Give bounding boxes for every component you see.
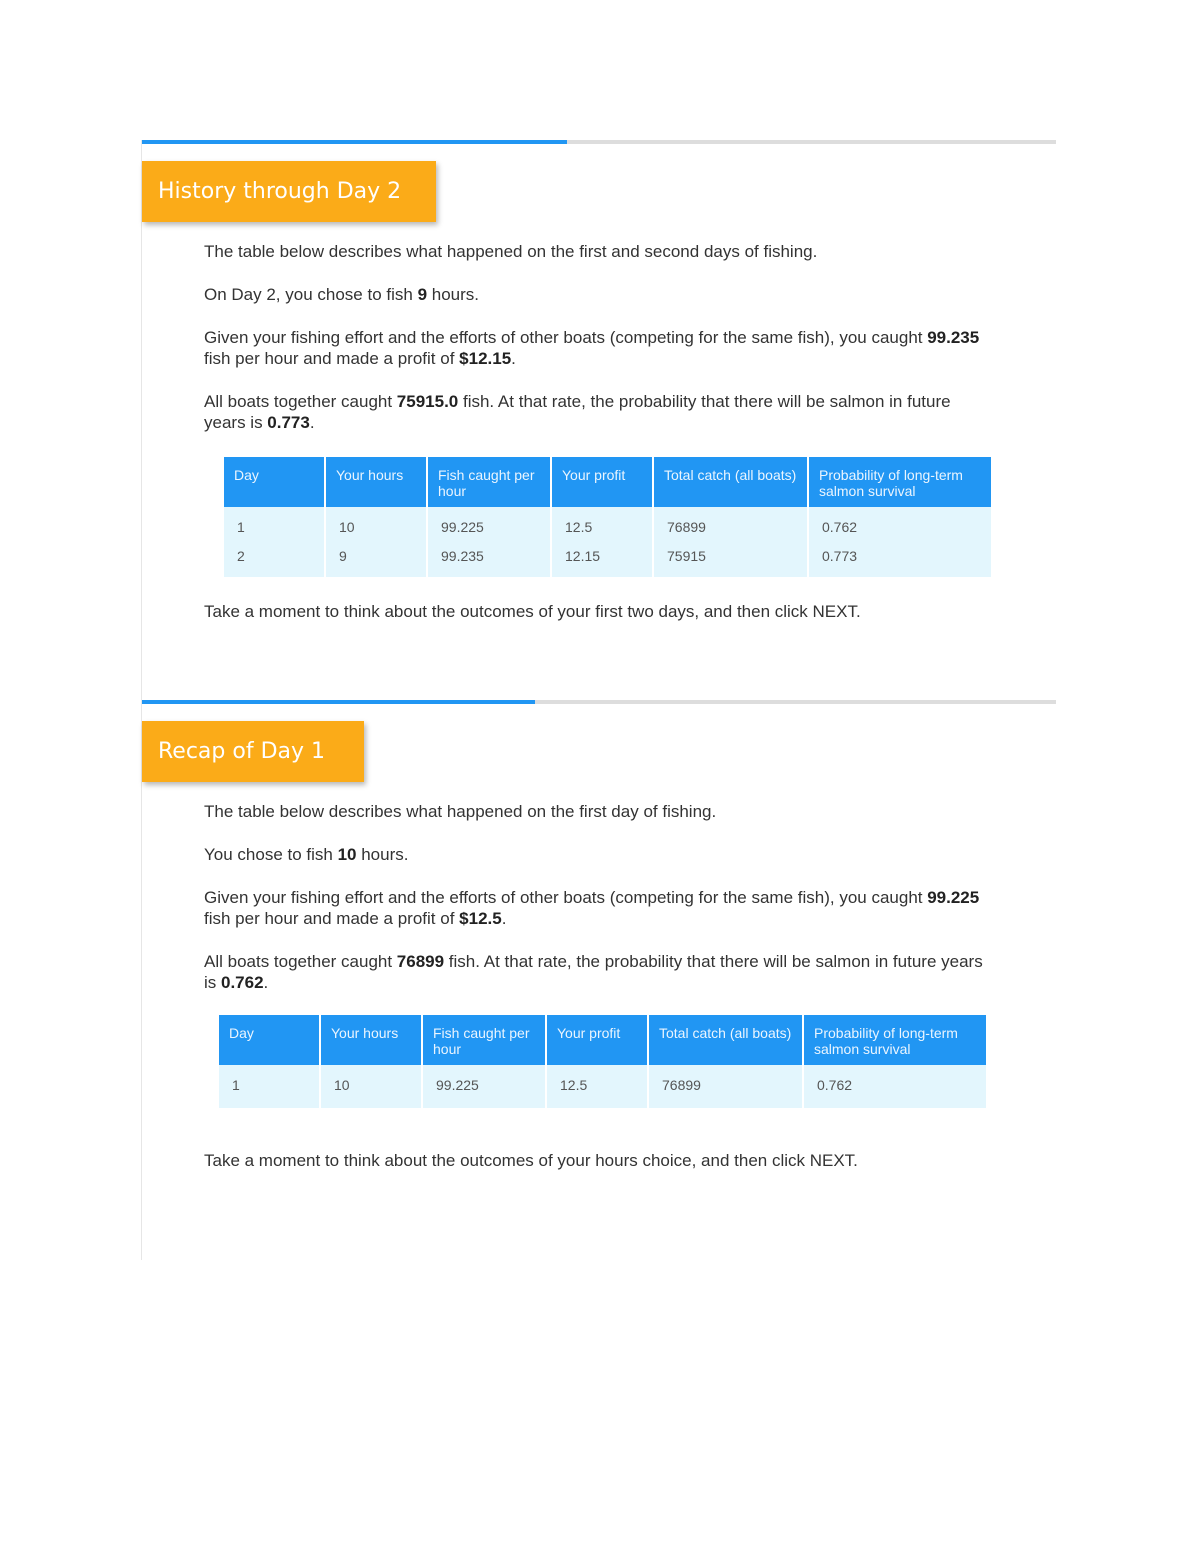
hours-value: 9: [417, 285, 428, 304]
progress-fill: [142, 700, 535, 704]
table-cell: 99.225: [428, 507, 552, 542]
catch-profit-text: Given your fishing effort and the efforts of other boats (competing for the same fish), you caught 99.235 fish per hour and made a profit of $12.15.: [204, 328, 980, 368]
section-title: Recap of Day 1: [142, 721, 364, 782]
table-cell: 1: [224, 507, 326, 542]
table-cell: 12.5: [547, 1065, 649, 1108]
table-header-row: [219, 1015, 986, 1065]
table-cell: 12.5: [552, 507, 654, 542]
column-header: Total catch (all boats): [654, 457, 809, 507]
table-cell: 0.762: [809, 507, 991, 542]
table-row: [224, 542, 991, 577]
column-header: Fish caught per hour: [423, 1015, 547, 1065]
total-catch-text: All boats together caught 76899 fish. At that rate, the probability that there will be salmon in future years is 0.762.: [204, 952, 983, 992]
table-cell: 12.15: [552, 542, 654, 577]
catch-rate-value: 99.225: [927, 888, 980, 907]
survival-probability-value: 0.762: [221, 973, 264, 992]
table-cell: 99.225: [423, 1065, 547, 1108]
history-panel: [141, 140, 1056, 702]
hours-choice-text: You chose to fish 10 hours.: [204, 845, 409, 864]
total-catch-text: All boats together caught 75915.0 fish. At that rate, the probability that there will be salmon in future years is 0.773.: [204, 392, 951, 432]
progress-bar: [142, 140, 1056, 144]
hours-value: 10: [337, 845, 357, 864]
table-row: [224, 507, 991, 542]
table-cell: 9: [326, 542, 428, 577]
column-header: Probability of long-term salmon survival: [809, 457, 991, 507]
table-cell: 0.773: [809, 542, 991, 577]
column-header: Day: [224, 457, 326, 507]
column-header: Probability of long-term salmon survival: [804, 1015, 986, 1065]
column-header: Fish caught per hour: [428, 457, 552, 507]
profit-value: $12.15: [459, 349, 512, 368]
recap-panel: [141, 700, 1056, 1260]
section-content: [204, 241, 994, 644]
progress-bar: [142, 700, 1056, 704]
closing-text: Take a moment to think about the outcomes of your hours choice, and then click NEXT.: [204, 1151, 858, 1170]
table-cell: 10: [326, 507, 428, 542]
section-content: [204, 801, 994, 1193]
total-catch-value: 76899: [396, 952, 445, 971]
profit-value: $12.5: [459, 909, 502, 928]
column-header: Your profit: [547, 1015, 649, 1065]
catch-profit-text: Given your fishing effort and the efforts of other boats (competing for the same fish), you caught 99.225 fish per hour and made a profit of $12.5.: [204, 888, 980, 928]
survival-probability-value: 0.773: [267, 413, 310, 432]
table-cell: 2: [224, 542, 326, 577]
table-cell: 76899: [649, 1065, 804, 1108]
intro-text: The table below describes what happened on the first and second days of fishing.: [204, 242, 818, 261]
table-cell: 10: [321, 1065, 423, 1108]
column-header: Your profit: [552, 457, 654, 507]
table-header-row: [224, 457, 991, 507]
total-catch-value: 75915.0: [396, 392, 459, 411]
results-table: [224, 457, 991, 577]
intro-text: The table below describes what happened on the first day of fishing.: [204, 802, 717, 821]
table-cell: 76899: [654, 507, 809, 542]
table-cell: 1: [219, 1065, 321, 1108]
table-cell: 99.235: [428, 542, 552, 577]
closing-text: Take a moment to think about the outcomes of your first two days, and then click NEXT.: [204, 602, 861, 621]
table-row: [219, 1065, 986, 1108]
column-header: Total catch (all boats): [649, 1015, 804, 1065]
column-header: Your hours: [326, 457, 428, 507]
table-cell: 0.762: [804, 1065, 986, 1108]
section-title: History through Day 2: [142, 161, 436, 222]
hours-choice-text: On Day 2, you chose to fish 9 hours.: [204, 285, 480, 304]
catch-rate-value: 99.235: [927, 328, 980, 347]
table-cell: 75915: [654, 542, 809, 577]
column-header: Your hours: [321, 1015, 423, 1065]
column-header: Day: [219, 1015, 321, 1065]
progress-fill: [142, 140, 567, 144]
results-table: [219, 1015, 986, 1108]
